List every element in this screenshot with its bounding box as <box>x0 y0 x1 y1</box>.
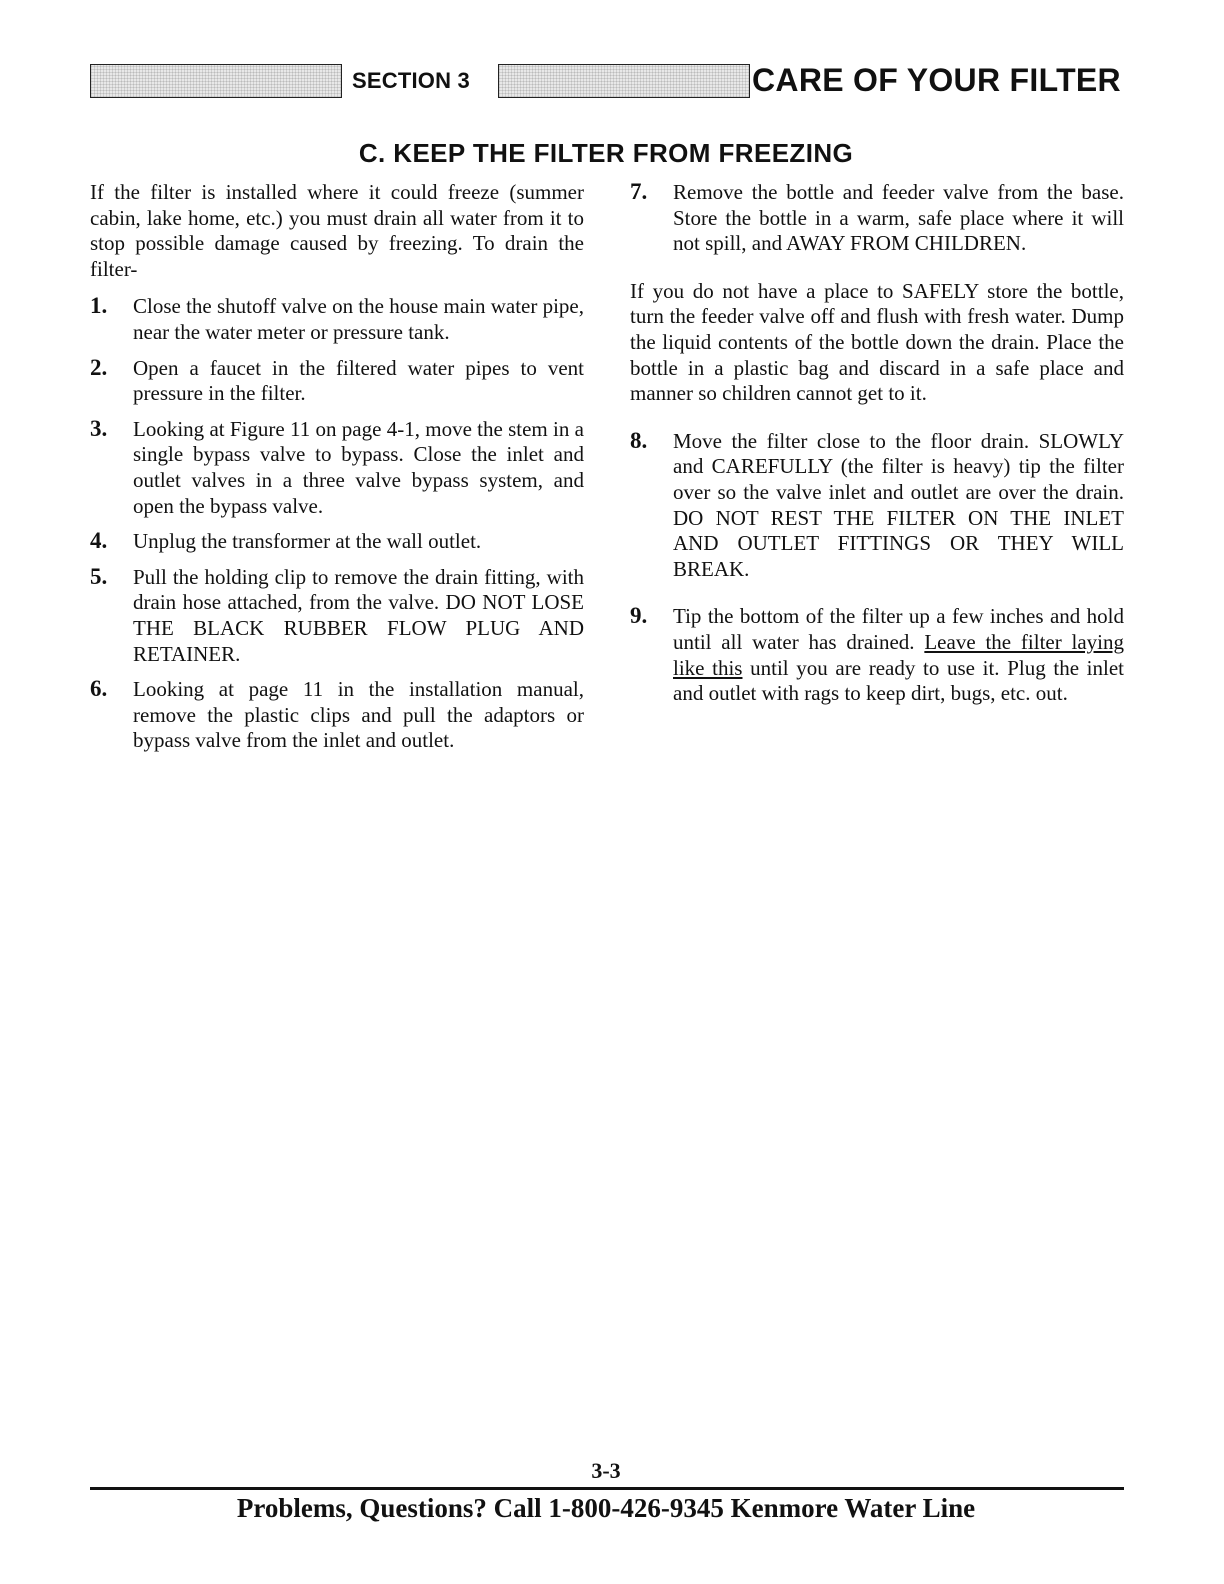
step-text-after: until you are ready to use it. Plug the inlet and outlet with rags to keep dirt, bugs, etc. out. <box>673 655 1124 706</box>
storage-note: If you do not have a place to SAFELY store the bottle, turn the feeder valve off and flush with fresh water. Dump the liquid contents of the bottle down the drain. Place the bottle in a plastic bag and discard in a safe place and manner so children cannot get to it. <box>630 278 1124 406</box>
step-number: 3. <box>90 415 108 441</box>
step-4 <box>90 529 584 555</box>
step-text-underlined: Leave the filter laying like this <box>673 629 1125 680</box>
step-number: 8. <box>630 427 648 453</box>
step-number: 9. <box>630 603 648 629</box>
footer-divider <box>90 1487 1124 1490</box>
page-number: 3-3 <box>591 1458 621 1483</box>
header-hatch-left <box>90 64 342 98</box>
step-text: Unplug the transformer at the wall outlet. <box>133 529 482 554</box>
step-number: 1. <box>90 293 108 319</box>
step-number: 7. <box>630 179 648 204</box>
step-number: 2. <box>90 354 108 380</box>
step-text-before: Tip the bottom of the filter up a few inches and hold until all water has drained. <box>673 604 1124 654</box>
step-number: 4. <box>90 528 108 554</box>
step-2 <box>90 356 584 407</box>
intro-paragraph: If the filter is installed where it could freeze (summer cabin, lake home, etc.) you must drain all water from it to stop possible damage caused by freezing. To drain the filter- <box>90 180 584 281</box>
step-9 <box>630 604 1124 706</box>
left-column <box>90 180 584 764</box>
step-3 <box>90 417 584 519</box>
step-7 <box>630 180 1124 257</box>
step-text: Remove the bottle and feeder valve from the base. Store the bottle in a warm, safe place where it will not spill, and AWAY FROM CHILDREN. <box>673 180 1124 256</box>
section-header <box>90 64 1120 100</box>
step-text: Close the shutoff valve on the house main water pipe, near the water meter or pressure tank. <box>133 294 585 344</box>
step-6 <box>90 677 584 754</box>
step-8 <box>630 429 1124 583</box>
step-text: Move the filter close to the floor drain. SLOWLY and CAREFULLY (the filter is heavy) tip the filter over so the valve inlet and outlet are over the drain. DO NOT REST THE FILTER ON THE INLET AND OUTLET FITTINGS OR THEY WILL BREAK. <box>673 428 1124 581</box>
step-text: Pull the holding clip to remove the drain fitting, with drain hose attached, from the valve. DO NOT LOSE THE BLACK RUBBER FLOW PLUG AND RETAINER. <box>133 564 584 666</box>
right-column <box>630 180 1124 717</box>
step-number: 6. <box>90 676 108 702</box>
step-text: Open a faucet in the filtered water pipes to vent pressure in the filter. <box>133 355 584 406</box>
help-line: Problems, Questions? Call 1-800-426-9345 Kenmore Water Line <box>236 1493 976 1523</box>
step-1 <box>90 294 584 345</box>
page-heading: C. KEEP THE FILTER FROM FREEZING <box>358 138 854 168</box>
header-hatch-right <box>498 64 750 98</box>
step-text: Looking at Figure 11 on page 4-1, move the stem in a single bypass valve to bypass. Close the inlet and outlet valves in a three valve bypass system, and open the bypass valve. <box>133 416 584 518</box>
step-text: Looking at page 11 in the installation manual, remove the plastic clips and pull the adaptors or bypass valve from the inlet and outlet. <box>133 677 584 753</box>
step-5 <box>90 565 584 667</box>
section-label: SECTION 3 <box>352 68 470 93</box>
step-number: 5. <box>90 563 108 589</box>
section-title: CARE OF YOUR FILTER <box>752 62 1121 98</box>
